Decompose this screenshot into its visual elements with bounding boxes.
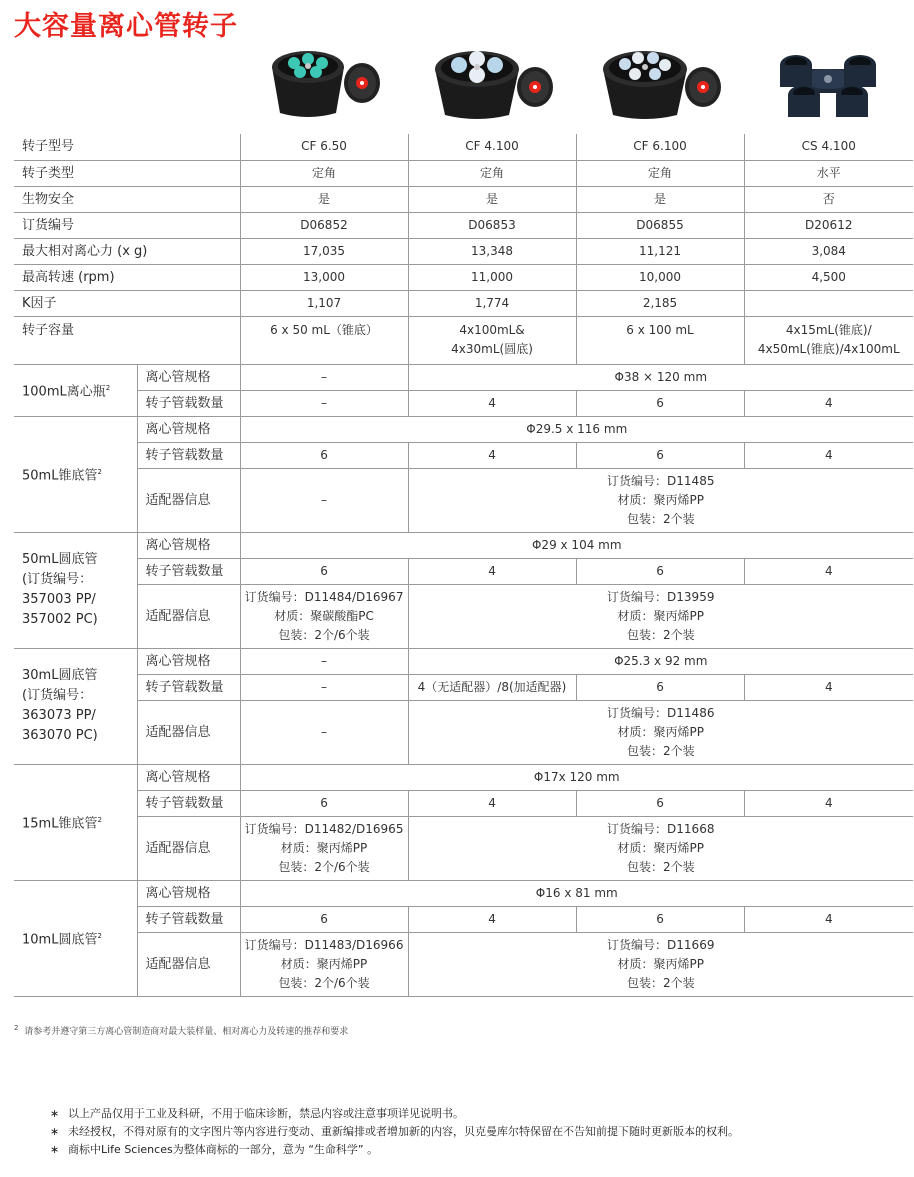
row-label-count: 转子管载数量 [137,442,240,468]
adapter-order: 订货编号：D11669 [607,937,715,952]
cell-value: 4（无适配器）/8(加适配器) [408,674,576,700]
spec-value: 2,185 [576,290,744,316]
spec-value: 否 [744,186,913,212]
spec-label: 生物安全 [14,186,240,212]
cell-value: Φ29 x 104 mm [240,532,913,558]
asterisk-icon: ∗ [50,1125,60,1138]
group-100ml-count-row [14,390,913,416]
spec-value: CS 4.100 [744,134,913,160]
spec-value: D06852 [240,212,408,238]
group-15ml-conical-count-row [14,790,913,816]
adapter-package: 包装：2个装 [626,859,695,874]
spec-value: 是 [576,186,744,212]
spec-label: K因子 [14,290,240,316]
group-label-10ml-round: 10mL圆底管$^2$ [14,880,137,996]
adapter-order: 订货编号：D13959 [607,589,715,604]
spec-value: 11,000 [408,264,576,290]
spec-value: CF 4.100 [408,134,576,160]
row-label-adapter: 适配器信息 [137,816,240,880]
cell-value: 6 [576,390,744,416]
spec-label: 转子型号 [14,134,240,160]
group-15ml-conical-spec-row [14,764,913,790]
spec-value: D06855 [576,212,744,238]
spec-value: 17,035 [240,238,408,264]
adapter-info [240,584,408,648]
page-title: 大容量离心管转子 [14,11,238,42]
spec-value: 1,107 [240,290,408,316]
cell-value: – [240,364,408,390]
adapter-order: 订货编号：D11485 [607,473,715,488]
row-label-count: 转子管载数量 [137,790,240,816]
spec-value: 3,084 [744,238,913,264]
cell-value: – [240,468,408,532]
rotor-image-cf6100 [576,36,744,132]
spec-value: 13,348 [408,238,576,264]
spec-value: D20612 [744,212,913,238]
asterisk-icon: ∗ [50,1143,60,1156]
capacity-line: 4x100mL& [459,323,525,337]
spec-value: 1,774 [408,290,576,316]
adapter-order: 订货编号：D11668 [607,821,715,836]
cell-value: 6 [576,558,744,584]
spec-row-k-factor [14,290,913,316]
cell-value: 6 [240,442,408,468]
rotor-image-cf650 [240,36,408,132]
group-label-30ml-round: 30mL圆底管 (订货编号： 363073 PP/ 363070 PC) [14,648,137,764]
cell-value: 4 [408,906,576,932]
spec-row-biosafety [14,186,913,212]
cell-value: 4 [744,442,913,468]
spec-value [744,316,913,364]
adapter-info [408,584,913,648]
group-50ml-conical-spec-row [14,416,913,442]
spec-row-max-rcf [14,238,913,264]
spec-value: 是 [240,186,408,212]
spec-value: 4,500 [744,264,913,290]
row-label-adapter: 适配器信息 [137,584,240,648]
row-label-spec: 离心管规格 [137,532,240,558]
group-50ml-round-adapter-row [14,584,913,648]
cell-value: 6 [240,558,408,584]
adapter-package: 包装：2个装 [626,511,695,526]
note-item: ∗ 未经授权，不得对原有的文字图片等内容进行变动、重新编排或者增加新的内容，贝克曼库尔特保留在不告知前提下随时更新版本的权利。 [50,1123,739,1141]
cell-value: 4 [408,558,576,584]
row-label-spec: 离心管规格 [137,764,240,790]
adapter-material: 材质：聚丙烯PP [617,956,704,971]
cell-value: 6 [240,906,408,932]
asterisk-icon: ∗ [50,1107,60,1120]
spec-value: 是 [408,186,576,212]
cell-value: 6 [576,906,744,932]
group-30ml-round-adapter-row [14,700,913,764]
adapter-material: 材质：聚丙烯PP [617,724,704,739]
group-30ml-round-spec-row [14,648,913,674]
row-label-count: 转子管载数量 [137,674,240,700]
adapter-info [408,468,913,532]
spec-value: 11,121 [576,238,744,264]
capacity-line: 4x50mL(锥底)/4x100mL [757,342,900,356]
cell-value: Φ17x 120 mm [240,764,913,790]
group-label-50ml-round: 50mL圆底管 (订货编号： 357003 PP/ 357002 PC) [14,532,137,648]
spec-label: 最高转速 (rpm) [14,264,240,290]
rotor-image-cf4100 [408,36,576,132]
adapter-order: 订货编号：D11486 [607,705,715,720]
spec-value: 定角 [408,160,576,186]
cell-value: – [240,390,408,416]
spec-label: 最大相对离心力 (x g) [14,238,240,264]
spec-label: 转子容量 [14,316,240,364]
group-50ml-round-spec-row [14,532,913,558]
adapter-material: 材质：聚丙烯PP [280,840,368,855]
row-label-count: 转子管载数量 [137,390,240,416]
rotor-image-row [240,36,912,132]
spec-value: 6 x 50 mL（锥底） [240,316,408,364]
spec-value: CF 6.50 [240,134,408,160]
cell-value: 4 [744,558,913,584]
spec-value: 6 x 100 mL [576,316,744,364]
capacity-line: 4x30mL(圆底) [451,342,533,356]
adapter-info [240,932,408,996]
spec-row-order-number [14,212,913,238]
adapter-material: 材质：聚丙烯PP [280,956,368,971]
row-label-adapter: 适配器信息 [137,468,240,532]
adapter-info [408,932,913,996]
rotor-spec-table [14,134,913,997]
adapter-material: 材质：聚丙烯PP [617,492,704,507]
row-label-spec: 离心管规格 [137,364,240,390]
cell-value: 6 [576,442,744,468]
spec-row-capacity [14,316,913,364]
group-30ml-round-count-row [14,674,913,700]
spec-value [408,316,576,364]
cell-value: 4 [744,674,913,700]
cell-value: 4 [408,790,576,816]
spec-value: CF 6.100 [576,134,744,160]
spec-value: 定角 [240,160,408,186]
cell-value: 4 [744,390,913,416]
group-label-50ml-conical: 50mL锥底管$^2$ [14,416,137,532]
cell-value: Φ25.3 x 92 mm [408,648,913,674]
row-label-spec: 离心管规格 [137,880,240,906]
spec-value: 10,000 [576,264,744,290]
cell-value: 4 [408,442,576,468]
adapter-package: 包装：2个/6个装 [278,859,370,874]
adapter-info [240,816,408,880]
adapter-package: 包装：2个/6个装 [278,975,370,990]
adapter-order: 订货编号：D11483/D16966 [244,937,404,952]
spec-label: 转子类型 [14,160,240,186]
note-item: ∗ 以上产品仅用于工业及科研，不用于临床诊断，禁忌内容或注意事项详见说明书。 [50,1105,739,1123]
spec-value: 13,000 [240,264,408,290]
row-label-adapter: 适配器信息 [137,932,240,996]
cell-value: 6 [576,674,744,700]
group-label-15ml-conical: 15mL锥底管$^2$ [14,764,137,880]
group-label-100ml: 100mL离心瓶$^2$ [14,364,137,416]
spec-row-max-speed [14,264,913,290]
adapter-material: 材质：聚碳酸酯PC [274,608,374,623]
note-item: ∗ 商标中Life Sciences为整体商标的一部分，意为 “生命科学” 。 [50,1141,739,1159]
cell-value: Φ29.5 x 116 mm [240,416,913,442]
cell-value: – [240,648,408,674]
spec-value: 定角 [576,160,744,186]
cell-value: 4 [744,790,913,816]
spec-row-model [14,134,913,160]
group-10ml-round-count-row [14,906,913,932]
adapter-order: 订货编号：D11484/D16967 [244,589,404,604]
row-label-spec: 离心管规格 [137,648,240,674]
row-label-spec: 离心管规格 [137,416,240,442]
adapter-order: 订货编号：D11482/D16965 [244,821,404,836]
adapter-material: 材质：聚丙烯PP [617,608,704,623]
spec-label: 订货编号 [14,212,240,238]
cell-value: 6 [240,790,408,816]
cell-value: – [240,700,408,764]
group-50ml-conical-count-row [14,442,913,468]
cell-value: 4 [744,906,913,932]
cell-value: – [240,674,408,700]
adapter-package: 包装：2个装 [626,975,695,990]
footnote: $^2$ 请参考并遵守第三方离心管制造商对最大装样量、相对离心力及转速的推荐和要求 [14,1024,349,1037]
group-50ml-round-count-row [14,558,913,584]
capacity-line: 4x15mL(锥底)/ [785,323,872,337]
adapter-package: 包装：2个装 [626,743,695,758]
group-15ml-conical-adapter-row [14,816,913,880]
group-10ml-round-adapter-row [14,932,913,996]
group-10ml-round-spec-row [14,880,913,906]
spec-value: 水平 [744,160,913,186]
cell-value: Φ16 x 81 mm [240,880,913,906]
group-50ml-conical-adapter-row [14,468,913,532]
adapter-material: 材质：聚丙烯PP [617,840,704,855]
adapter-info [408,816,913,880]
row-label-adapter: 适配器信息 [137,700,240,764]
spec-value [744,290,913,316]
adapter-info [408,700,913,764]
cell-value: 4 [408,390,576,416]
adapter-package: 包装：2个装 [626,627,695,642]
row-label-count: 转子管载数量 [137,906,240,932]
spec-value: D06853 [408,212,576,238]
spec-row-type [14,160,913,186]
cell-value: 6 [576,790,744,816]
cell-value: Φ38 × 120 mm [408,364,913,390]
group-100ml-spec-row [14,364,913,390]
adapter-package: 包装：2个/6个装 [278,627,370,642]
disclaimer-notes [50,1105,739,1159]
row-label-count: 转子管载数量 [137,558,240,584]
rotor-image-cs4100 [744,36,912,132]
